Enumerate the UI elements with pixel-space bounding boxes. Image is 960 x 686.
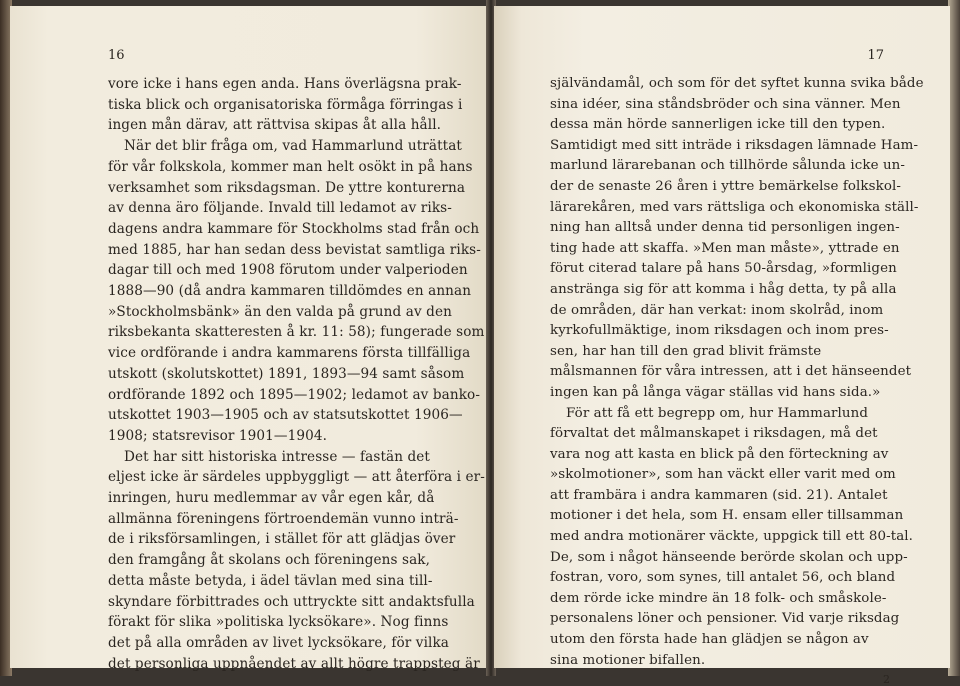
text-line: »skolmotioner», som han väckt eller varit med om (550, 467, 896, 483)
text-line: de i riksförsamlingen, i stället för att glädjas över (108, 531, 456, 548)
text-line: För att få ett begrepp om, hur Hammarlund (566, 405, 869, 421)
text-line: inringen, huru medlemmar av vår egen kår, då (108, 490, 435, 507)
text-line: den framgång åt skolans och föreningens sak, (108, 552, 431, 569)
text-line: verksamhet som riksdagsman. De yttre konturerna (108, 179, 466, 196)
text-line: vara nog att kasta en blick på den förteckning av (550, 446, 889, 462)
text-line: riksbekanta skatteresten å kr. 11: 58); fungerade som (108, 324, 485, 341)
text-line: självändamål, och som för det syftet kunna svika både (550, 76, 924, 91)
text-line: med andra motionärer väckte, uppgick till ett 80-tal. (550, 529, 914, 545)
text-line: ning han alltså under denna tid personligen ingen- (550, 220, 900, 236)
text-line: 1888—90 (då andra kammaren tilldömdes en annan (108, 283, 472, 300)
text-line: Samtidigt med sitt inträde i riksdagen lämnade Ham- (550, 137, 919, 153)
text-line: förakt för slika »politiska lycksökare». Nog finns (108, 614, 449, 631)
right-page (494, 6, 950, 686)
text-line: dagens andra kammare för Stockholms stad från och (108, 220, 480, 237)
text-line: kyrkofullmäktige, inom riksdagen och inom pres- (550, 323, 889, 339)
text-line: vore icke i hans egen anda. Hans överlägsna prak- (108, 76, 462, 92)
text-line: det personliga uppnåendet av allt högre trappsteg är (108, 655, 480, 672)
text-line: De, som i något hänseende berörde skolan och upp- (550, 549, 908, 565)
text-line: med 1885, har han sedan dess bevistat samtliga riks- (108, 241, 481, 258)
text-line: lärarekåren, med vars rättsliga och ekonomiska ställ- (550, 199, 919, 215)
text-line: förut citerad talare på hans 50-årsdag, »formligen (550, 261, 897, 277)
text-line: utskott (skolutskottet) 1891, 1893—94 samt såsom (108, 365, 465, 382)
text-line: det på alla områden av livet lycksökare, för vilka (108, 634, 450, 651)
text-line: motioner i det hela, som H. ensam eller tillsamman (550, 508, 904, 524)
text-line: dem rörde icke mindre än 18 folk- och småskole- (550, 590, 887, 606)
text-line: utskottet 1903—1905 och av statsutskottet 1906— (108, 407, 463, 424)
text-line: ingen mån därav, att rättvisa skipas åt alla håll. (108, 117, 442, 134)
text-line: att frambära i andra kammaren (sid. 21). Antalet (550, 487, 888, 503)
text-line: förvaltat det målmanskapet i riksdagen, må det (550, 426, 878, 442)
text-line: detta måste betyda, i ädel tävlan med sina till- (108, 572, 433, 589)
text-line: Det har sitt historiska intresse — fastän det (124, 448, 430, 465)
text-line: skyndare förbittrades och uttryckte sitt andaktsfulla (108, 593, 475, 610)
left-page (10, 6, 488, 672)
text-line: utom den första hade han glädjen se någon av (550, 632, 869, 648)
text-line: der de senaste 26 åren i yttre bemärkelse folkskol- (550, 178, 902, 194)
text-line: målsmannen för våra intressen, att i det hänseendet (550, 364, 912, 380)
text-line: ingen kan på långa vägar ställas vid hans sida.» (550, 384, 881, 400)
text-line: 1908; statsrevisor 1901—1904. (108, 427, 328, 444)
signature-mark: 2 (883, 673, 890, 686)
left-page-number: 16 (108, 48, 125, 63)
text-line: eljest icke är särdeles uppbyggligt — att återföra i er- (108, 469, 485, 486)
text-line: dagar till och med 1908 förutom under valperioden (108, 262, 468, 279)
text-line: När det blir fråga om, vad Hammarlund uträttat (124, 138, 462, 155)
text-line: dessa män hörde sannerligen icke till den typen. (550, 117, 886, 133)
right-page-text (550, 74, 930, 671)
text-line: för vår folkskola, kommer man helt osökt in på hans (108, 158, 473, 175)
text-line: sina motioner bifallen. (550, 652, 706, 668)
text-line: personalens löner och pensioner. Vid varje riksdag (550, 611, 900, 627)
text-line: »Stockholmsbänk» än den valda på grund av den (108, 303, 452, 320)
text-line: vice ordförande i andra kammarens första tillfälliga (108, 345, 471, 362)
text-line: fostran, voro, som synes, till antalet 56, och bland (550, 570, 896, 586)
text-line: marlund lärarebanan och tillhörde sålunda icke un- (550, 158, 906, 174)
text-line: av denna äro följande. Invald till ledamot av riks- (108, 200, 452, 217)
text-line: allmänna föreningens förtroendemän vunno inträ- (108, 510, 459, 527)
text-line: ting hade att skaffa. »Men man måste», yttrade en (550, 240, 900, 256)
text-line: sina idéer, sina ståndsbröder och sina vänner. Men (550, 96, 901, 112)
text-line: tiska blick och organisatoriska förmåga förringas i (108, 96, 463, 113)
text-line: ordförande 1892 och 1895—1902; ledamot av banko- (108, 386, 481, 403)
text-line: anstränga sig för att komma i håg detta, ty på alla (550, 281, 897, 297)
text-line: de områden, där han verkat: inom skolråd, inom (550, 302, 884, 318)
right-page-number: 17 (867, 48, 884, 63)
text-line: sen, har han till den grad blivit främste (550, 343, 822, 359)
left-page-text (108, 74, 485, 674)
